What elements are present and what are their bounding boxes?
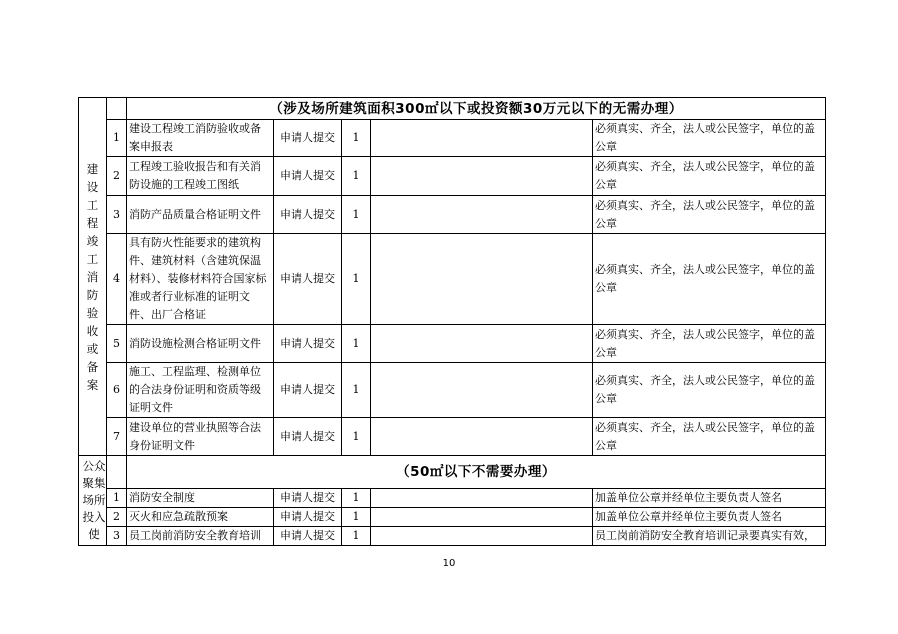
- blank-cell: [371, 418, 593, 456]
- blank-cell: [371, 489, 593, 508]
- table-row: [79, 157, 826, 196]
- blank-cell: [371, 508, 593, 527]
- blank-cell: [371, 325, 593, 363]
- table-row: [79, 418, 826, 456]
- row-number: 4: [107, 234, 127, 325]
- requirement-note: 必须真实、齐全，法人或公民签字，单位的盖公章: [593, 363, 826, 418]
- section2-banner-spacer: [107, 456, 127, 489]
- copy-count: 1: [342, 527, 371, 546]
- section1-label-text: 建设工程竣工消防验收或备案: [86, 161, 99, 392]
- table-row: [79, 363, 826, 418]
- copy-count: 1: [342, 234, 371, 325]
- section1-banner-spacer: [107, 98, 127, 120]
- row-number: 3: [107, 196, 127, 234]
- section1-banner: （涉及场所建筑面积300㎡以下或投资额30万元以下的无需办理）: [127, 98, 826, 120]
- table-row: [79, 234, 826, 325]
- submit-method: 申请人提交: [274, 527, 342, 546]
- requirement-note: 员工岗前消防安全教育培训记录要真实有效，: [593, 527, 826, 546]
- submit-method: 申请人提交: [274, 196, 342, 234]
- page-number: 10: [442, 558, 456, 569]
- copy-count: 1: [342, 363, 371, 418]
- blank-cell: [371, 157, 593, 196]
- submit-method: 申请人提交: [274, 325, 342, 363]
- submit-method: 申请人提交: [274, 120, 342, 157]
- blank-cell: [371, 527, 593, 546]
- requirement-note: 加盖单位公章并经单位主要负责人签名: [593, 508, 826, 527]
- requirement-note: 必须真实、齐全，法人或公民签字，单位的盖公章: [593, 418, 826, 456]
- section1-label: [79, 98, 107, 456]
- row-number: 1: [107, 489, 127, 508]
- submit-method: 申请人提交: [274, 489, 342, 508]
- row-number: 7: [107, 418, 127, 456]
- copy-count: 1: [342, 157, 371, 196]
- submit-method: 申请人提交: [274, 418, 342, 456]
- copy-count: 1: [342, 418, 371, 456]
- section2-banner: （50㎡以下不需要办理）: [127, 456, 826, 489]
- submit-method: 申请人提交: [274, 363, 342, 418]
- blank-cell: [371, 234, 593, 325]
- copy-count: 1: [342, 325, 371, 363]
- submit-method: 申请人提交: [274, 157, 342, 196]
- row-number: 5: [107, 325, 127, 363]
- requirements-table: [78, 97, 826, 546]
- row-number: 6: [107, 363, 127, 418]
- item-name: 建设单位的营业执照等合法身份证明文件: [127, 418, 274, 456]
- section2-label: [79, 456, 107, 546]
- requirement-note: 必须真实、齐全，法人或公民签字，单位的盖公章: [593, 157, 826, 196]
- section2-label-text: 公众聚集场所投入使: [82, 459, 106, 541]
- submit-method: 申请人提交: [274, 234, 342, 325]
- table-row: [79, 527, 826, 546]
- blank-cell: [371, 196, 593, 234]
- submit-method: 申请人提交: [274, 508, 342, 527]
- item-name: 灭火和应急疏散预案: [127, 508, 274, 527]
- row-number: 1: [107, 120, 127, 157]
- table-row: [79, 489, 826, 508]
- blank-cell: [371, 120, 593, 157]
- table-row: [79, 325, 826, 363]
- requirement-note: 必须真实、齐全，法人或公民签字，单位的盖公章: [593, 196, 826, 234]
- copy-count: 1: [342, 508, 371, 527]
- row-number: 2: [107, 157, 127, 196]
- requirement-note: 必须真实、齐全，法人或公民签字，单位的盖公章: [593, 120, 826, 157]
- item-name: 工程竣工验收报告和有关消防设施的工程竣工图纸: [127, 157, 274, 196]
- table-row: [79, 508, 826, 527]
- row-number: 2: [107, 508, 127, 527]
- copy-count: 1: [342, 120, 371, 157]
- blank-cell: [371, 363, 593, 418]
- item-name: 具有防火性能要求的建筑构件、建筑材料（含建筑保温材料）、装修材料符合国家标准或者行业标准的证明文件、出厂合格证: [127, 234, 274, 325]
- requirement-note: 必须真实、齐全，法人或公民签字，单位的盖公章: [593, 234, 826, 325]
- requirement-note: 加盖单位公章并经单位主要负责人签名: [593, 489, 826, 508]
- item-name: 员工岗前消防安全教育培训: [127, 527, 274, 546]
- copy-count: 1: [342, 196, 371, 234]
- requirement-note: 必须真实、齐全，法人或公民签字，单位的盖公章: [593, 325, 826, 363]
- item-name: 消防产品质量合格证明文件: [127, 196, 274, 234]
- table-row: [79, 196, 826, 234]
- item-name: 消防安全制度: [127, 489, 274, 508]
- row-number: 3: [107, 527, 127, 546]
- item-name: 施工、工程监理、检测单位的合法身份证明和资质等级证明文件: [127, 363, 274, 418]
- table-row: [79, 120, 826, 157]
- item-name: 建设工程竣工消防验收或备案申报表: [127, 120, 274, 157]
- item-name: 消防设施检测合格证明文件: [127, 325, 274, 363]
- copy-count: 1: [342, 489, 371, 508]
